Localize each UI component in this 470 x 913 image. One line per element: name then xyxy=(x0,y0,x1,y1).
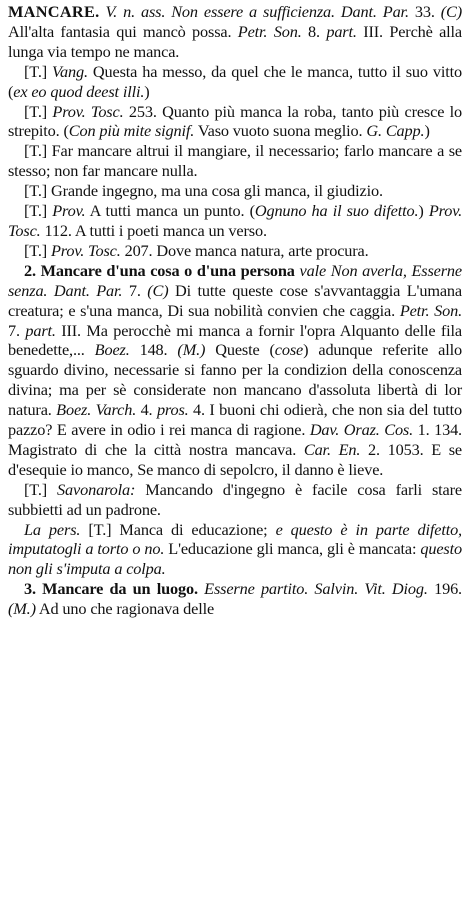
sense-2-definition xyxy=(8,261,462,480)
text-segment: All'alta fantasia qui mancò possa. xyxy=(8,21,238,41)
text-segment: pros. xyxy=(156,400,189,420)
text-segment: Ad uno che ragionava delle xyxy=(35,599,215,619)
text-segment: Ognuno ha il suo difetto. xyxy=(254,201,419,221)
text-segment: 196. xyxy=(427,579,462,599)
text-segment: (M.) xyxy=(8,599,36,619)
text-segment: [T.] Grande ingegno, ma una cosa gli manca, il giudizio. xyxy=(24,181,383,201)
text-segment: 8. xyxy=(301,21,327,41)
text-segment: [T.] xyxy=(24,240,51,260)
text-segment: Petr. Son. xyxy=(237,21,302,41)
text-segment: V. n. ass. Non essere a sufficienza. Dant. Par. xyxy=(99,2,409,21)
example-far-mancare xyxy=(8,141,462,181)
text-segment: [T.] xyxy=(24,61,53,81)
text-segment: 207. Dove manca natura, arte procura. xyxy=(120,240,369,260)
text-segment: G. Capp. xyxy=(366,121,425,141)
text-segment: La pers. xyxy=(24,519,81,539)
text-segment: (M.) xyxy=(177,340,206,360)
text-segment: cose xyxy=(274,340,304,360)
text-segment: Dav. Oraz. Cos. xyxy=(309,420,414,440)
text-segment: III. Perchè alla lunga via tempo ne manca. xyxy=(8,21,463,61)
text-segment: Esserne partito. Salvin. Vit. Diog. xyxy=(197,579,428,599)
text-segment: (C) xyxy=(147,280,169,300)
text-segment: Con più mite signif. xyxy=(68,121,195,141)
text-segment: vale Non averla, Esserne senza. Dant. Par. xyxy=(8,260,462,300)
text-segment: Boez. Varch. xyxy=(56,400,137,420)
text-segment: 2. Mancare d'una cosa o d'una persona xyxy=(24,260,295,280)
example-savonarola xyxy=(8,480,462,520)
text-segment: [T.] xyxy=(24,201,53,221)
text-segment: Prov. Tosc. xyxy=(8,201,462,240)
text-segment: Prov. Tosc. xyxy=(50,240,121,260)
example-grande-ingegno xyxy=(8,181,462,201)
text-segment: Petr. Son. xyxy=(399,300,463,320)
text-segment: Prov. Tosc. xyxy=(52,101,124,121)
text-segment: 2. 1053. E se d'esequie io manco, Se manco di sepolcro, il danno è lieve. xyxy=(8,439,462,479)
example-la-persona xyxy=(8,520,462,580)
text-segment: Car. En. xyxy=(303,439,361,459)
text-segment: 3. Mancare da un luogo. xyxy=(24,579,198,599)
text-segment: (C) xyxy=(440,2,462,21)
text-segment: A tutti manca un punto. ( xyxy=(85,201,255,221)
text-segment: ex eo quod deest illi. xyxy=(13,81,145,101)
example-proverb-112 xyxy=(8,201,462,241)
text-segment: Prov. xyxy=(52,201,86,221)
text-segment: Mancando d'ingegno è facile cosa farli stare subbietti ad un padrone. xyxy=(8,479,462,519)
text-segment: 4. xyxy=(136,400,157,420)
text-segment: ) xyxy=(418,201,429,221)
text-segment: 112. A tutti i poeti manca un verso. xyxy=(40,220,267,240)
text-segment: Questa ha messo, da quel che le manca, tutto il suo vitto ( xyxy=(8,61,462,101)
text-segment: Boez. xyxy=(94,340,130,360)
text-segment: questo non gli s'imputa a colpa. xyxy=(8,539,462,579)
text-segment: 253. Quanto più manca la roba, tanto più cresce lo strepito. ( xyxy=(8,101,462,141)
text-segment: [T.] xyxy=(24,479,58,499)
text-segment: [T.] xyxy=(24,101,53,121)
text-segment: e questo è in parte difetto, imputatogli a torto o no. xyxy=(8,519,462,559)
text-segment: 1. 134. Magistrato di che la città nostra mancava. xyxy=(8,420,462,459)
text-segment: Savonarola: xyxy=(57,479,136,499)
entry-definition xyxy=(8,2,462,62)
text-segment: L'educazione gli manca, gli è mancata: xyxy=(164,539,421,559)
example-proverb-207 xyxy=(8,241,462,261)
text-segment: Vang. xyxy=(52,61,88,81)
text-segment: 148. xyxy=(129,340,178,360)
text-segment: 4. I buoni chi odierà, che non sia del tutto pazzo? E avere in odio i rei manca di ragione. xyxy=(8,400,462,440)
text-segment: Vaso vuoto suona meglio. xyxy=(194,121,367,141)
headword: MANCARE. xyxy=(8,2,100,21)
text-segment: ) adunque referite allo sguardo divino, necessarie si fanno per la condizion della conoscenza divina; ma per sè considerate non mancano d'assoluta libertà di lor natura. xyxy=(8,340,462,420)
text-segment: part. xyxy=(25,320,56,340)
sense-3-definition xyxy=(8,579,462,619)
text-segment: part. xyxy=(326,21,357,41)
text-segment: 7. xyxy=(8,320,26,340)
text-segment: [T.] Far mancare altrui il mangiare, il necessario; farlo mancare a se stesso; non far mancare nulla. xyxy=(8,141,462,181)
text-segment: III. Ma perocchè mi manca a fornir l'opra Alquanto delle fila benedette,... xyxy=(8,320,462,360)
text-segment: 33. xyxy=(408,2,441,21)
text-segment: Queste ( xyxy=(205,340,275,360)
text-segment: [T.] Manca di educazione; xyxy=(80,519,276,539)
example-vangelo xyxy=(8,62,462,102)
text-segment: ) xyxy=(424,121,430,141)
example-proverb-253 xyxy=(8,102,462,142)
text-segment: 7. xyxy=(122,280,148,300)
text-segment: Di tutte queste cose s'avvantaggia L'umana creatura; e s'una manca, Di sua nobilità convien che caggia. xyxy=(8,280,462,320)
text-segment: ) xyxy=(144,81,150,101)
